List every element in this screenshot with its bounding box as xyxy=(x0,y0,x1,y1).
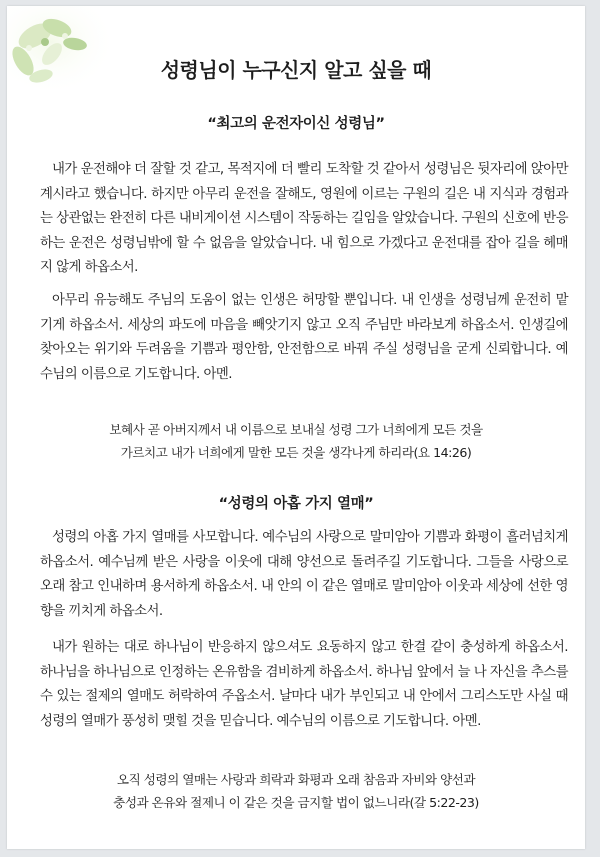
section2-heading: “성령의 아홉 가지 열매” xyxy=(218,496,374,512)
document-page xyxy=(7,6,585,849)
section1-paragraph-2: 아무리 유능해도 주님의 도움이 없는 인생은 허망할 뿐입니다. 내 인생을 성령님께 운전히 맡기게 하옵소서. 세상의 파도에 마음을 빼앗기지 않고 오직 주님만 바라보게 하옵소서. 인생길에 찾아오는 위기와 두려움을 기쁨과 평안함, 안전함으로 바꿔 주실 성령님을 굳게 신뢰합니다. 예수님의 이름으로 기도합니다. 아멘. xyxy=(40,293,568,382)
section1-verse xyxy=(37,418,555,464)
verse-line: 보혜사 곧 아버지께서 내 이름으로 보내실 성령 그가 너희에게 모든 것을 xyxy=(109,422,483,437)
page-title: 성령님이 누구신지 알고 싶을 때 xyxy=(160,58,432,82)
section2-verse xyxy=(37,768,555,814)
verse-line: 오직 성령의 열매는 사랑과 희락과 화평과 오래 참음과 자비와 양선과 xyxy=(116,772,476,787)
section2-paragraph-2: 내가 원하는 대로 하나님이 반응하지 않으셔도 요동하지 않고 한결 같이 충성하게 하옵소서. 하나님을 하나님으로 인정하는 온유함을 겸비하게 하옵소서. 하나님 앞에서 늘 나 자신을 추스를 수 있는 절제의 열매도 허락하여 주옵소서. 날마다 내가 부인되고 내 안에서 그리스도만 사실 때 성령의 열매가 풍성히 맺힐 것을 믿습니다. 예수님의 이름으로 기도합니다. 아멘. xyxy=(40,640,568,729)
section2-paragraph-1: 성령의 아홉 가지 열매를 사모합니다. 예수님의 사랑으로 말미암아 기쁨과 화평이 흘러넘치게 하옵소서. 예수님께 받은 사랑을 이웃에 대해 양선으로 돌려주길 기도합니다. 그들을 사랑으로 오래 참고 인내하며 용서하게 하옵소서. 내 안의 이 같은 열매로 말미암아 이웃과 세상에 선한 영향을 끼치게 하옵소서. xyxy=(40,530,568,619)
verse-line: 가르치고 내가 너희에게 말한 모든 것을 생각나게 하리라(요 14:26) xyxy=(120,445,472,460)
section1-paragraph-1: 내가 운전해야 더 잘할 것 같고, 목적지에 더 빨리 도착할 것 같아서 성령님은 뒷자리에 앉아만 계시라고 했습니다. 하지만 아무리 운전을 잘해도, 영원에 이르는 구원의 길은 내 지식과 경험과는 상관없는 완전히 다른 내비게이션 시스템이 작동하는 길임을 알았습니다. 구원의 신호에 반응하는 운전은 성령님밖에 할 수 없음을 알았습니다. 내 힘으로 가겠다고 운전대를 잡아 길을 헤매지 않게 하옵소서. xyxy=(40,162,568,275)
verse-line: 충성과 온유와 절제니 이 같은 것을 금지할 법이 없느니라(갈 5:22-23) xyxy=(113,795,479,810)
section1-heading: “최고의 운전자이신 성령님” xyxy=(207,116,385,132)
